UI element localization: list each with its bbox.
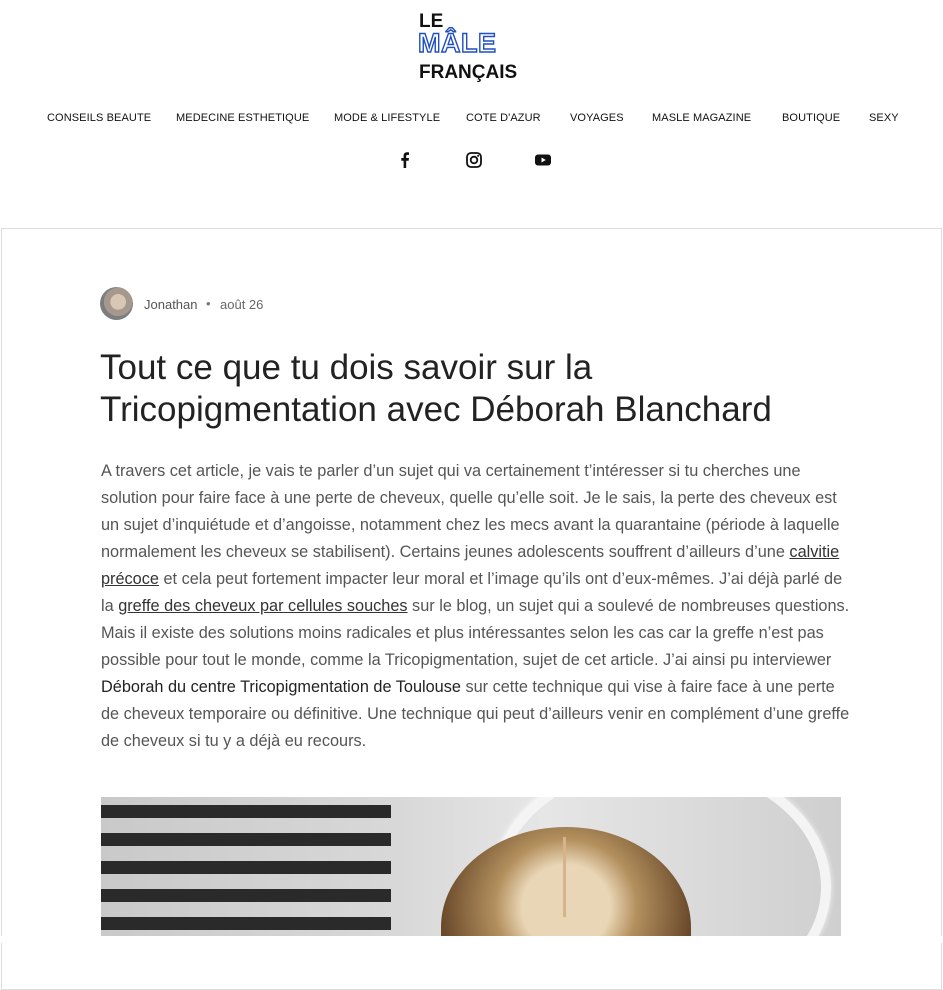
youtube-icon[interactable] xyxy=(533,150,553,170)
facebook-icon[interactable] xyxy=(395,150,415,170)
post-title: Tout ce que tu dois savoir sur la Tricopigmentation avec Déborah Blanchard xyxy=(100,348,772,429)
post-date: août 26 xyxy=(220,297,264,312)
blind-stripe xyxy=(101,917,391,930)
blind-stripe xyxy=(101,805,391,818)
bottom-strip xyxy=(0,936,943,943)
intro-text-1: A travers cet article, je vais te parler d’un sujet qui va certainement t’intéresser si tu cherches une solution pour faire face à une perte de cheveux, quelle qu’elle soit. Je le sais, la perte des cheveux est un sujet d’inquiétude et d’angoisse, notamment chez les mecs avant la quarantaine (période à laquelle normalement les cheveux se stabilisent). Certains jeunes adolescents souffrent d’ailleurs d’une xyxy=(101,462,840,561)
nav-item-sexy[interactable]: SEXY xyxy=(869,112,899,124)
blind-stripe xyxy=(101,833,391,846)
logo-line-3: FRANÇAIS xyxy=(419,62,518,83)
highlight-deborah-centre: Déborah du centre Tricopigmentation de Toulouse xyxy=(101,678,461,696)
avatar[interactable] xyxy=(100,287,133,320)
blind-stripe xyxy=(101,889,391,902)
meta-separator: • xyxy=(206,296,211,311)
nav-item-medecine-esthetique[interactable]: MEDECINE ESTHETIQUE xyxy=(176,112,310,124)
link-greffe-cellules-souches[interactable]: greffe des cheveux par cellules souches xyxy=(118,597,408,615)
hair-part-line xyxy=(563,837,566,917)
nav-item-mode-lifestyle[interactable]: MODE & LIFESTYLE xyxy=(334,112,441,124)
instagram-icon[interactable] xyxy=(464,150,484,170)
post-intro-paragraph xyxy=(101,458,851,755)
intro-text-4: sur cette technique qui vise à faire face à une perte de cheveux temporaire ou définitive. Une technique qui peut d’ailleurs venir en complément d’une greffe de cheveux si tu y a déjà eu recours. xyxy=(101,678,850,750)
logo-line-2: MÂLE xyxy=(418,28,497,58)
author-name[interactable]: Jonathan xyxy=(144,297,198,312)
intro-text-2: et cela peut fortement impacter leur moral et l’image qu’ils ont d’eux-mêmes. J’ai déjà parlé de la xyxy=(101,570,843,615)
blind-stripe xyxy=(101,861,391,874)
nav-item-boutique[interactable]: BOUTIQUE xyxy=(782,112,841,124)
social-links xyxy=(0,150,943,170)
main-nav xyxy=(0,112,943,126)
nav-item-cote-dazur[interactable]: COTE D'AZUR xyxy=(466,112,541,124)
nav-item-voyages[interactable]: VOYAGES xyxy=(570,112,624,124)
nav-item-conseils-beaute[interactable]: CONSEILS BEAUTE xyxy=(47,112,152,124)
logo-line-1: LE xyxy=(419,11,444,32)
intro-text-3: sur le blog, un sujet qui a soulevé de nombreuses questions. Mais il existe des solutions moins radicales et plus intéressantes selon les cas car la greffe n’est pas possible pour tout le monde, comme la Tricopigmentation, sujet de cet article. J’ai ainsi pu interviewer xyxy=(101,597,850,669)
link-calvitie-precoce[interactable]: calvitie précoce xyxy=(101,543,840,588)
site-logo[interactable] xyxy=(418,12,530,84)
nav-item-masle-magazine[interactable]: MASLE MAGAZINE xyxy=(652,112,752,124)
post-hero-image[interactable] xyxy=(101,797,841,943)
